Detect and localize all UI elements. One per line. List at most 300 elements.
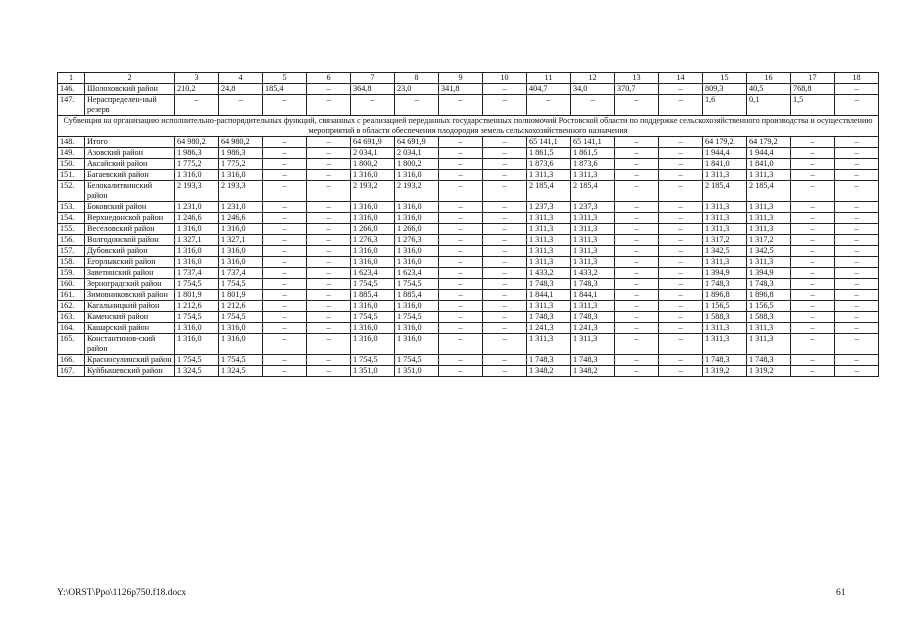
row-name: Зерноградский район [85, 279, 175, 290]
table-cell: 1 754,5 [175, 279, 219, 290]
table-cell: – [791, 148, 835, 159]
table-cell: 1 861,5 [527, 148, 571, 159]
table-cell: 1 754,5 [219, 279, 263, 290]
table-cell: – [439, 235, 483, 246]
row-number: 166. [58, 355, 85, 366]
table-cell: – [483, 235, 527, 246]
table-cell: – [615, 334, 659, 355]
table-cell: 23,0 [395, 84, 439, 95]
table-cell: – [791, 235, 835, 246]
table-row [58, 202, 879, 213]
table-cell: – [659, 181, 703, 202]
table-cell: 1 861,5 [571, 148, 615, 159]
table-cell: 1 801,9 [175, 290, 219, 301]
table-cell: 1 241,3 [527, 323, 571, 334]
table-cell: – [483, 95, 527, 116]
table-cell: – [263, 279, 307, 290]
table-cell: 1 316,0 [395, 323, 439, 334]
table-cell: 1 311,3 [747, 202, 791, 213]
table-cell: – [659, 95, 703, 116]
table-cell: – [307, 323, 351, 334]
table-cell: – [351, 95, 395, 116]
table-cell: – [483, 137, 527, 148]
table-cell: 1 588,3 [703, 312, 747, 323]
table-cell: 64 691,9 [351, 137, 395, 148]
table-cell: 1 317,2 [747, 235, 791, 246]
table-cell: 1 266,0 [395, 224, 439, 235]
table-cell: 210,2 [175, 84, 219, 95]
table-cell: – [791, 202, 835, 213]
table-cell: – [659, 235, 703, 246]
row-number: 160. [58, 279, 85, 290]
table-cell: 64 179,2 [747, 137, 791, 148]
row-name: Красносулинский район [85, 355, 175, 366]
table-row [58, 312, 879, 323]
table-cell: – [835, 235, 879, 246]
table-cell: – [615, 202, 659, 213]
table-cell: 1 944,4 [703, 148, 747, 159]
table-cell: – [791, 159, 835, 170]
table-cell: – [439, 224, 483, 235]
table-cell: 64 980,2 [219, 137, 263, 148]
table-cell: 1 754,5 [395, 279, 439, 290]
row-number: 162. [58, 301, 85, 312]
table-cell: 1 748,3 [703, 279, 747, 290]
table-cell: – [659, 268, 703, 279]
table-cell: 2 034,1 [395, 148, 439, 159]
table-cell: 1 348,2 [527, 366, 571, 377]
table-cell: – [615, 355, 659, 366]
table-cell: 1,5 [791, 95, 835, 116]
table-cell: – [791, 224, 835, 235]
table-cell: – [439, 213, 483, 224]
table-cell: 1 748,3 [703, 355, 747, 366]
header-cell: 15 [703, 73, 747, 84]
table-cell: – [835, 366, 879, 377]
table-cell: – [615, 95, 659, 116]
table-cell: – [615, 181, 659, 202]
table-cell: 1 311,3 [571, 301, 615, 312]
table-cell: – [483, 148, 527, 159]
row-name: Константинов-ский район [85, 334, 175, 355]
table-cell: 1 754,5 [351, 279, 395, 290]
table-cell: 404,7 [527, 84, 571, 95]
table-cell: – [439, 323, 483, 334]
table-cell: 1 316,0 [175, 334, 219, 355]
table-cell: – [307, 148, 351, 159]
table-cell: 1 748,3 [571, 355, 615, 366]
table-cell: 1 316,0 [395, 334, 439, 355]
table-cell: 1 156,5 [747, 301, 791, 312]
table-cell: – [835, 181, 879, 202]
table-cell: 1 324,5 [175, 366, 219, 377]
table-cell: 1 316,0 [351, 323, 395, 334]
table-cell: – [835, 334, 879, 355]
row-number: 155. [58, 224, 85, 235]
table-cell: 2 193,2 [351, 181, 395, 202]
table-cell: 1 896,8 [703, 290, 747, 301]
table-cell: – [483, 334, 527, 355]
table-cell: 65 141,1 [527, 137, 571, 148]
row-number: 152. [58, 181, 85, 202]
table-cell: 65 141,1 [571, 137, 615, 148]
table-cell: – [615, 170, 659, 181]
table-row [58, 170, 879, 181]
header-cell: 9 [439, 73, 483, 84]
table-cell: 1 311,3 [571, 235, 615, 246]
table-cell: – [835, 355, 879, 366]
table-cell: – [659, 170, 703, 181]
table-cell: – [263, 312, 307, 323]
table-cell: – [791, 246, 835, 257]
table-cell: – [307, 202, 351, 213]
table-cell: 2 034,1 [351, 148, 395, 159]
table-cell: 1 896,8 [747, 290, 791, 301]
table-cell: 64 980,2 [175, 137, 219, 148]
table-cell: 1 394,9 [703, 268, 747, 279]
table-cell: – [615, 235, 659, 246]
table-cell: – [307, 366, 351, 377]
table-cell: – [307, 213, 351, 224]
table-cell: 1 316,0 [175, 246, 219, 257]
table-cell: – [483, 366, 527, 377]
table-cell: – [615, 213, 659, 224]
table-cell: 341,8 [439, 84, 483, 95]
table-cell: – [659, 355, 703, 366]
header-cell: 1 [58, 73, 85, 84]
table-cell: – [615, 301, 659, 312]
table-cell: 1 246,6 [175, 213, 219, 224]
table-cell: 1 754,5 [351, 312, 395, 323]
table-cell: 1 316,0 [219, 224, 263, 235]
table-cell: – [483, 202, 527, 213]
table-cell: 1 316,0 [175, 170, 219, 181]
table-cell: 2 193,2 [395, 181, 439, 202]
table-cell: – [439, 366, 483, 377]
table-cell: – [263, 268, 307, 279]
table-cell: – [659, 312, 703, 323]
table-cell: 1 754,5 [175, 312, 219, 323]
table-cell: 1 433,2 [527, 268, 571, 279]
row-number: 154. [58, 213, 85, 224]
table-cell: – [791, 366, 835, 377]
row-name: Кашарский район [85, 323, 175, 334]
file-path: Y:\ORST\Ppo\1126p750.f18.docx [57, 588, 187, 598]
table-cell: 1 351,0 [351, 366, 395, 377]
table-cell: 1 873,6 [571, 159, 615, 170]
table-row [58, 181, 879, 202]
table-cell: 370,7 [615, 84, 659, 95]
table-cell: – [835, 170, 879, 181]
table-row [58, 137, 879, 148]
table-cell: 1 311,3 [747, 213, 791, 224]
table-cell: – [835, 159, 879, 170]
row-number: 157. [58, 246, 85, 257]
row-number: 164. [58, 323, 85, 334]
table-cell: – [483, 257, 527, 268]
table-cell: – [263, 355, 307, 366]
table-cell: – [615, 279, 659, 290]
table-cell: 1 316,0 [219, 246, 263, 257]
table-cell: – [835, 312, 879, 323]
table-cell: 1 754,5 [219, 312, 263, 323]
table-cell: – [835, 246, 879, 257]
table-cell: 1,6 [703, 95, 747, 116]
header-cell: 2 [85, 73, 175, 84]
table-cell: – [483, 170, 527, 181]
table-cell: – [483, 355, 527, 366]
table-cell: – [791, 213, 835, 224]
table-cell: – [483, 279, 527, 290]
page-number: 61 [836, 588, 846, 598]
table-cell: 1 316,0 [395, 213, 439, 224]
table-cell: 1 319,2 [747, 366, 791, 377]
row-number: 156. [58, 235, 85, 246]
table-cell: – [439, 148, 483, 159]
table-cell: 1 885,4 [351, 290, 395, 301]
table-cell: 1 311,3 [571, 257, 615, 268]
table-cell: – [307, 290, 351, 301]
table-cell: – [307, 257, 351, 268]
header-cell: 13 [615, 73, 659, 84]
table-cell: 1 311,3 [527, 224, 571, 235]
table-cell: – [615, 290, 659, 301]
table-cell: 1 588,3 [747, 312, 791, 323]
table-cell: – [527, 95, 571, 116]
table-cell: 1 844,1 [527, 290, 571, 301]
table-cell: 1 316,0 [219, 170, 263, 181]
table-cell: – [439, 137, 483, 148]
row-name: Кагальницкий район [85, 301, 175, 312]
table-cell: 64 179,2 [703, 137, 747, 148]
table-cell: – [659, 202, 703, 213]
table-cell: – [483, 84, 527, 95]
table-cell: – [307, 312, 351, 323]
table-cell: – [615, 268, 659, 279]
table-cell: 1 212,6 [219, 301, 263, 312]
table-row [58, 159, 879, 170]
row-number: 167. [58, 366, 85, 377]
table-cell: – [659, 84, 703, 95]
table-cell: – [439, 257, 483, 268]
table-cell: 1 311,3 [571, 224, 615, 235]
table-cell: – [659, 323, 703, 334]
table-cell: 1 748,3 [571, 279, 615, 290]
table-cell: 1 316,0 [219, 323, 263, 334]
table-cell: – [263, 246, 307, 257]
table-cell: – [615, 246, 659, 257]
table-cell: 1 316,0 [219, 334, 263, 355]
header-row [58, 73, 879, 84]
table-cell: – [307, 224, 351, 235]
table-row [58, 279, 879, 290]
table-cell: 1 800,2 [351, 159, 395, 170]
table-cell: – [263, 323, 307, 334]
table-cell: – [483, 290, 527, 301]
row-number: 148. [58, 137, 85, 148]
table-cell: – [483, 224, 527, 235]
table-cell: – [263, 366, 307, 377]
table-cell: – [659, 224, 703, 235]
table-cell: 1 754,5 [219, 355, 263, 366]
table-cell: – [659, 301, 703, 312]
header-cell: 16 [747, 73, 791, 84]
table-cell: 1 311,3 [527, 301, 571, 312]
table-cell: 2 185,4 [747, 181, 791, 202]
table-cell: – [615, 148, 659, 159]
table-cell: – [791, 290, 835, 301]
table-cell: – [835, 268, 879, 279]
table-cell: – [307, 334, 351, 355]
table-cell: – [263, 95, 307, 116]
row-name: Волгодонской район [85, 235, 175, 246]
table-cell: 1 737,4 [219, 268, 263, 279]
table-cell: 2 185,4 [703, 181, 747, 202]
row-number: 151. [58, 170, 85, 181]
table-cell: 1 394,9 [747, 268, 791, 279]
table-cell: – [263, 257, 307, 268]
table-cell: – [615, 137, 659, 148]
table-cell: 1 266,0 [351, 224, 395, 235]
table-cell: – [791, 257, 835, 268]
table-cell: – [219, 95, 263, 116]
table-row [58, 235, 879, 246]
table-cell: 1 841,0 [747, 159, 791, 170]
table-cell: 1 316,0 [175, 224, 219, 235]
table-cell: 2 185,4 [527, 181, 571, 202]
table-cell: 1 433,2 [571, 268, 615, 279]
table-cell: – [791, 279, 835, 290]
table-cell: – [439, 334, 483, 355]
header-cell: 3 [175, 73, 219, 84]
table-cell: 1 316,0 [175, 257, 219, 268]
table-cell: 1 316,0 [395, 246, 439, 257]
table-cell: – [439, 290, 483, 301]
table-cell: 1 311,3 [703, 213, 747, 224]
table-cell: – [791, 137, 835, 148]
table-cell: 1 311,3 [527, 257, 571, 268]
table-cell: – [263, 181, 307, 202]
table-cell: 1 748,3 [571, 312, 615, 323]
table-cell: 1 316,0 [395, 257, 439, 268]
table-cell: 1 316,0 [351, 202, 395, 213]
table-cell: – [263, 213, 307, 224]
table-cell: 1 754,5 [351, 355, 395, 366]
table-row [58, 366, 879, 377]
table-cell: 1 231,0 [219, 202, 263, 213]
table-cell: – [615, 323, 659, 334]
table-cell: – [439, 312, 483, 323]
table-cell: – [307, 137, 351, 148]
table-cell: 64 691,9 [395, 137, 439, 148]
table-cell: 1 311,3 [571, 170, 615, 181]
table-body [58, 73, 879, 377]
table-cell: – [483, 268, 527, 279]
table-cell: 1 241,3 [571, 323, 615, 334]
table-cell: – [791, 312, 835, 323]
table-cell: 1 311,3 [747, 170, 791, 181]
table-cell: 1 748,3 [527, 312, 571, 323]
table-cell: – [659, 159, 703, 170]
table-row [58, 323, 879, 334]
table-cell: 1 885,4 [395, 290, 439, 301]
table-cell: 1 246,6 [219, 213, 263, 224]
table-cell: – [439, 355, 483, 366]
row-name: Егорлыкский район [85, 257, 175, 268]
table-cell: – [835, 279, 879, 290]
row-name: Верхнедонской район [85, 213, 175, 224]
table-cell: 1 311,3 [703, 323, 747, 334]
table-cell: – [307, 355, 351, 366]
row-number: 163. [58, 312, 85, 323]
table-cell: 1 986,3 [175, 148, 219, 159]
table-cell: 2 193,3 [175, 181, 219, 202]
table-cell: – [263, 301, 307, 312]
table-cell: 1 348,2 [571, 366, 615, 377]
row-name: Куйбышевский район [85, 366, 175, 377]
table-cell: – [791, 355, 835, 366]
row-number: 147. [58, 95, 85, 116]
table-cell: – [615, 224, 659, 235]
table-cell: – [439, 95, 483, 116]
table-cell: – [791, 323, 835, 334]
table-cell: – [263, 148, 307, 159]
row-name: Итого [85, 137, 175, 148]
table-cell: – [307, 246, 351, 257]
table-cell: – [835, 290, 879, 301]
row-name: Дубовский район [85, 246, 175, 257]
table-cell: – [659, 213, 703, 224]
table-cell: 1 800,2 [395, 159, 439, 170]
table-cell: 1 748,3 [527, 279, 571, 290]
table-cell: – [483, 246, 527, 257]
table-cell: 34,0 [571, 84, 615, 95]
table-cell: – [835, 213, 879, 224]
table-cell: 1 311,3 [747, 224, 791, 235]
table-cell: 364,8 [351, 84, 395, 95]
table-cell: 1 623,4 [351, 268, 395, 279]
table-cell: 1 231,0 [175, 202, 219, 213]
table-cell: – [791, 181, 835, 202]
table-cell: – [791, 301, 835, 312]
row-number: 158. [58, 257, 85, 268]
table-cell: 1 276,3 [395, 235, 439, 246]
table-cell: – [439, 268, 483, 279]
table-cell: – [307, 268, 351, 279]
table-cell: 1 841,0 [703, 159, 747, 170]
table-cell: 1 748,3 [747, 279, 791, 290]
table-cell: – [791, 170, 835, 181]
row-number: 150. [58, 159, 85, 170]
table-cell: 1 316,0 [351, 301, 395, 312]
table-cell: – [483, 181, 527, 202]
table-cell: – [615, 366, 659, 377]
table-cell: – [307, 170, 351, 181]
table-cell: 2 193,3 [219, 181, 263, 202]
table-cell: – [439, 159, 483, 170]
table-row [58, 213, 879, 224]
table-cell: – [175, 95, 219, 116]
table-cell: 1 754,5 [395, 312, 439, 323]
table-cell: 1 311,3 [527, 235, 571, 246]
table-cell: 1 237,3 [571, 202, 615, 213]
table-cell: – [439, 301, 483, 312]
table-cell: 1 311,3 [571, 246, 615, 257]
table-row [58, 268, 879, 279]
table-row [58, 301, 879, 312]
table-cell: 1 212,6 [175, 301, 219, 312]
table-cell: – [263, 137, 307, 148]
